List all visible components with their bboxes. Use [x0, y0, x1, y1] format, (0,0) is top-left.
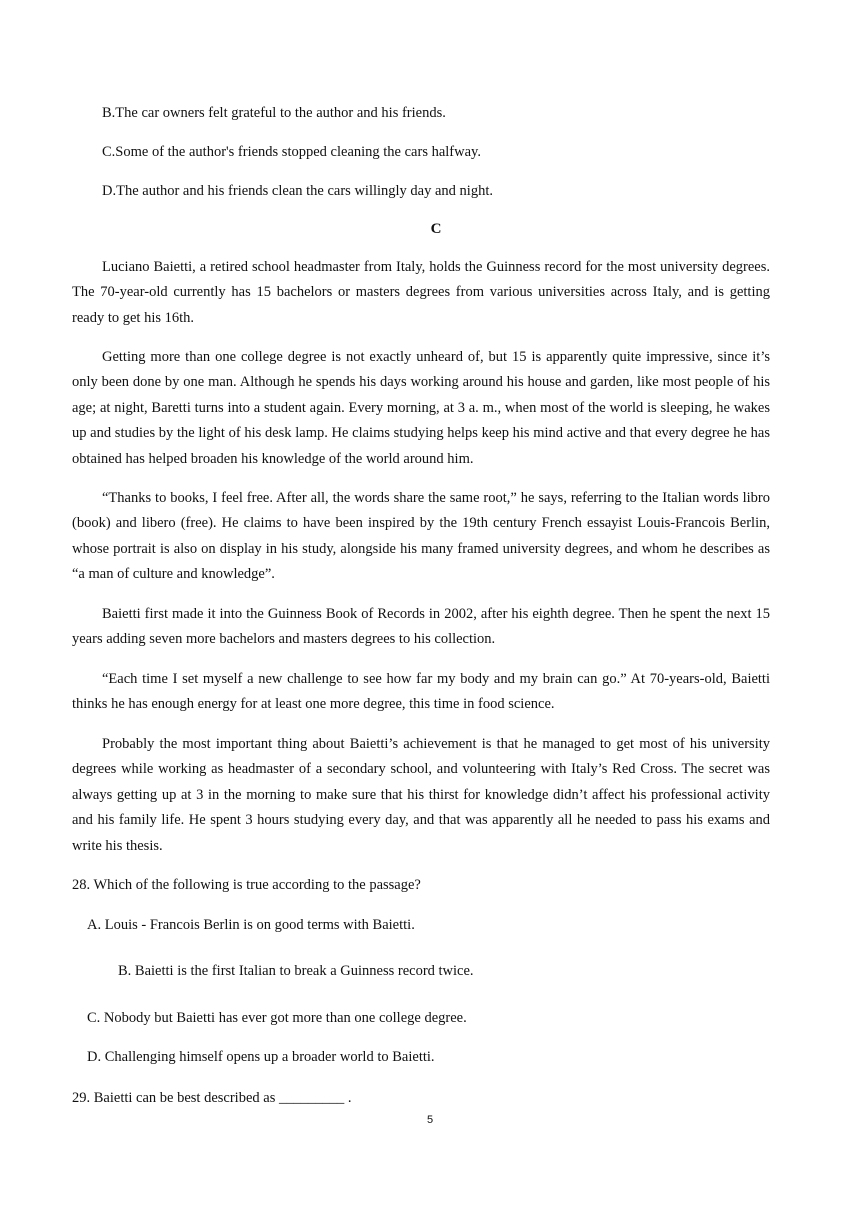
prev-option-d: D.The author and his friends clean the cars willingly day and night. — [102, 183, 493, 199]
section-heading: C — [430, 221, 442, 237]
question-28-option-b: B. Baietti is the first Italian to break a Guinness record twice. — [118, 963, 474, 979]
passage-paragraph-3: “Thanks to books, I feel free. After all, the words share the same root,” he says, referring to the Italian words libro (book) and libero (free). He claims to have been inspired by the 19th century French essayist Louis-Francois Berlin, whose portrait is also on display in his study, alongside his many framed university degrees, and whom he describes as “a man of culture and knowledge”. — [72, 490, 770, 583]
passage-paragraph-5: “Each time I set myself a new challenge to see how far my body and my brain can go.” At 70-years-old, Baietti thinks he has enough energy for at least one more degree, this time in food science. — [72, 671, 770, 713]
passage-paragraph-6: Probably the most important thing about Baietti’s achievement is that he managed to get most of his university degrees while working as headmaster of a secondary school, and volunteering with Italy’s Red Cross. The secret was always getting up at 3 in the morning to make sure that his thirst for knowledge didn’t affect his professional activity and his family life. He spent 3 hours studying every day, and that was apparently all he needed to pass his exams and write his thesis. — [72, 736, 770, 854]
prev-option-c: C.Some of the author's friends stopped cleaning the cars halfway. — [102, 144, 481, 160]
question-28-stem: 28. Which of the following is true according to the passage? — [72, 877, 421, 893]
passage-paragraph-1: Luciano Baietti, a retired school headmaster from Italy, holds the Guinness record for the most university degrees. The 70-year-old currently has 15 bachelors or masters degrees from various universities across Italy, and is getting ready to get his 16th. — [72, 259, 770, 326]
question-28-option-a: A. Louis - Francois Berlin is on good terms with Baietti. — [87, 917, 415, 933]
passage-paragraph-4: Baietti first made it into the Guinness Book of Records in 2002, after his eighth degree. Then he spent the next 15 years adding seven more bachelors and masters degrees to his collection. — [72, 606, 770, 648]
question-28-option-c: C. Nobody but Baietti has ever got more than one college degree. — [87, 1010, 467, 1026]
passage-paragraph-2: Getting more than one college degree is not exactly unheard of, but 15 is apparently quite impressive, since it’s only been done by one man. Although he spends his days working around his house and garden, like most people of his age; at night, Baretti turns into a student again. Every morning, at 3 a. m., when most of the world is sleeping, he wakes up and studies by the light of his desk lamp. He claims studying helps keep his mind active and that every degree he has obtained has helped broaden his knowledge of the world around him. — [72, 349, 770, 467]
question-28-option-d: D. Challenging himself opens up a broader world to Baietti. — [87, 1049, 435, 1065]
question-29-stem: 29. Baietti can be best described as _________ . — [72, 1090, 352, 1106]
prev-option-b: B.The car owners felt grateful to the author and his friends. — [102, 105, 446, 121]
page-number: 5 — [426, 1114, 434, 1126]
